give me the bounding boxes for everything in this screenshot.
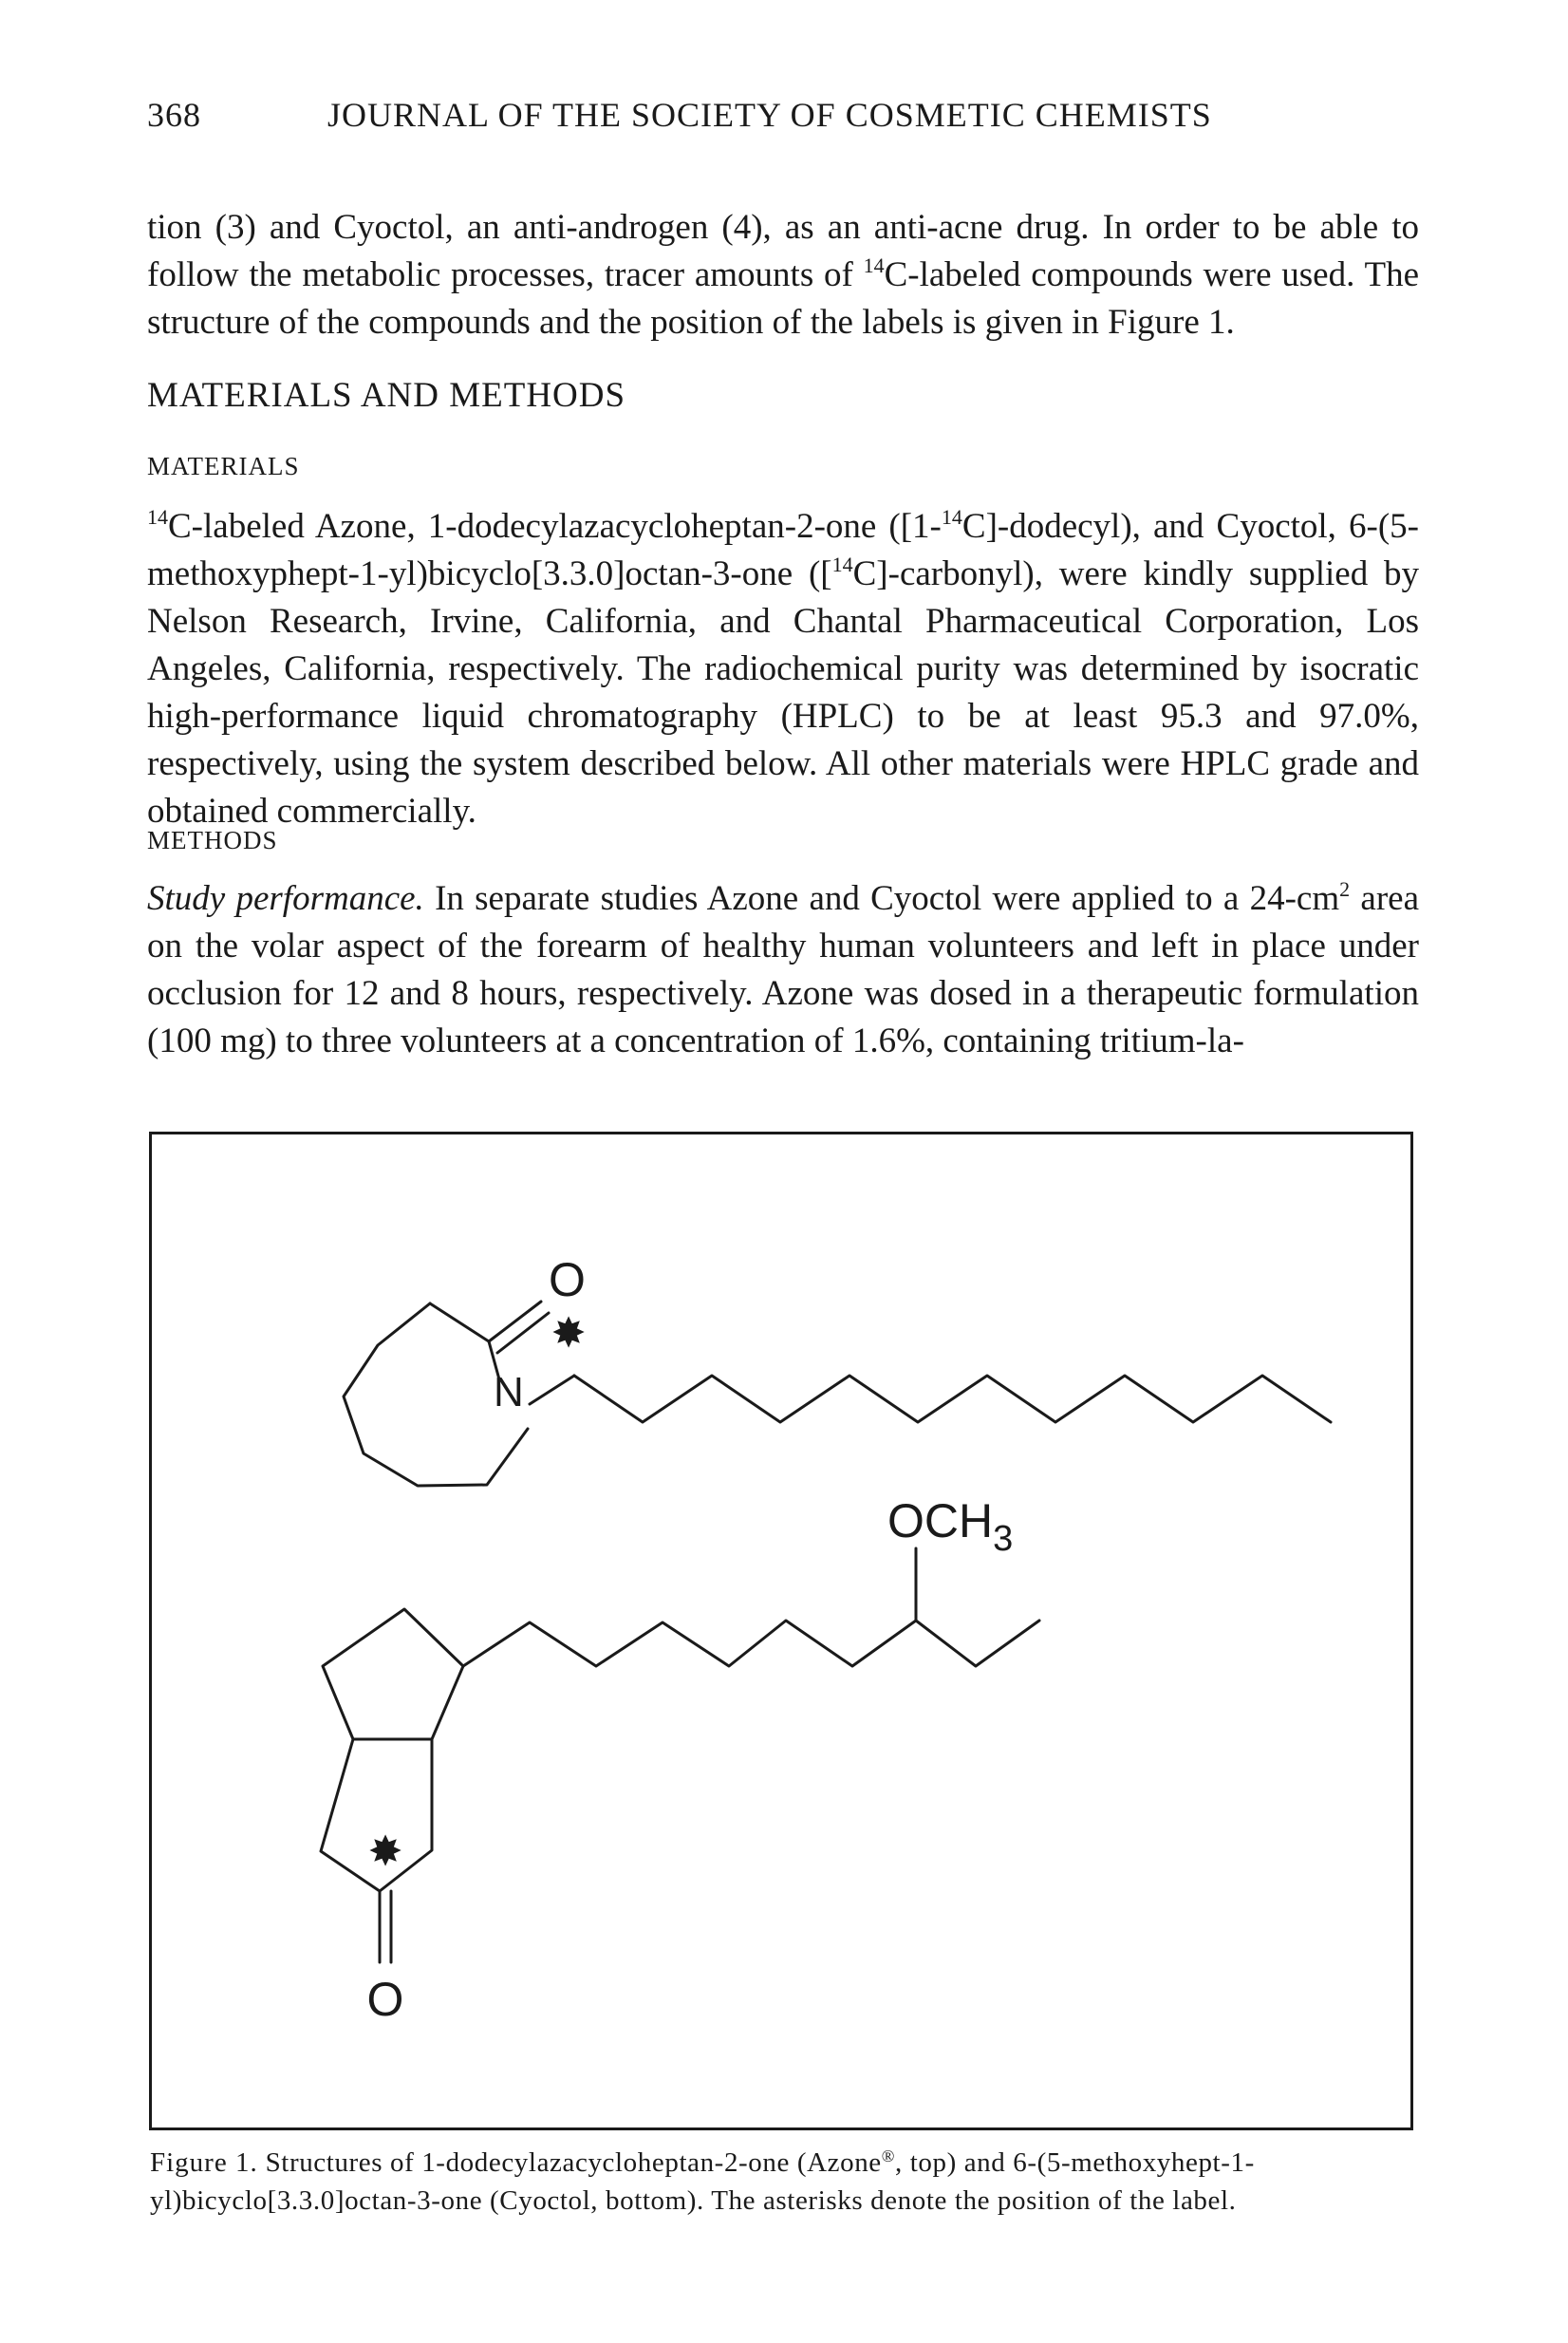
cyoctol-methoxy: $OCH_3$	[887, 1494, 1014, 1559]
azone-oxygen: O	[549, 1253, 586, 1306]
caption-label: Figure 1.	[150, 2147, 258, 2178]
azone-nitrogen: N	[494, 1369, 524, 1415]
figure-frame	[149, 1132, 1413, 2130]
section-heading: MATERIALS AND METHODS	[147, 376, 626, 415]
running-header	[147, 95, 1419, 135]
figure-caption: Figure 1. Structures of 1-dodecylazacycloheptan-2-one (Azone®, top) and 6-(5-methoxyhept-1-yl)bicyclo[3.3.0]octan-3-one (Cyoctol, bottom). The asterisks denote the position of the label.	[150, 2146, 1255, 2216]
azone-carbonyl-bond-2	[497, 1313, 549, 1353]
azone-n-chain-bond	[530, 1376, 574, 1404]
cyoctol-side-chain	[463, 1621, 1039, 1666]
page-number: 368	[147, 96, 201, 134]
run-in-heading: Study performance.	[147, 879, 424, 918]
materials-paragraph: $^{14}$C-labeled Azone, 1-dodecylazacycloheptan-2-one ([1-$^{14}$C]-dodecyl), and Cyoctol, 6-(5-methoxyphept-1-yl)bicyclo[3.3.0]octan-3-one ([$^{14}$C]-carbonyl), were kindly supplied by Nelson Research, Irvine, California, and Chantal Pharmaceutical Corporation, Los Angeles, California, respectively. The radiochemical purity was determined by isocratic high-performance liquid chromatography (HPLC) to be at least 95.3 and 97.0%, respectively, using the system described below. All other materials were HPLC grade and obtained commercially.	[147, 505, 1420, 831]
intro-paragraph: tion (3) and Cyoctol, an anti-androgen (4), as an anti-acne drug. In order to be able to follow the metabolic processes, tracer amounts of $^{14}$C-labeled compounds were used. The structure of the compounds and the position of the labels is given in Figure 1.	[147, 208, 1419, 342]
azone-label-asterisk: ✸	[551, 1310, 587, 1357]
methods-paragraph: Study performance. In separate studies Azone and Cyoctol were applied to a $24-cm^2$ area on the volar aspect of the forearm of healthy human volunteers and left in place under occlusion for 12 and 8 hours, respectively. Azone was dosed in a therapeutic formulation (100 mg) to three volunteers at a concentration of 1.6%, containing tritium-la-	[147, 877, 1419, 1060]
cyoctol-upper-ring	[323, 1609, 463, 1739]
structure-diagram	[152, 1134, 1416, 2133]
cyoctol-oxygen: O	[366, 1973, 404, 2026]
azone-carbonyl-bond-1	[489, 1302, 541, 1341]
journal-title: JOURNAL OF THE SOCIETY OF COSMETIC CHEMISTS	[327, 96, 1212, 134]
azone-ring-closure	[430, 1303, 489, 1341]
azone-dodecyl-chain	[574, 1376, 1331, 1422]
methods-heading: METHODS	[147, 826, 278, 854]
materials-heading: MATERIALS	[147, 452, 300, 480]
cyoctol-label-asterisk: ✸	[367, 1828, 403, 1875]
